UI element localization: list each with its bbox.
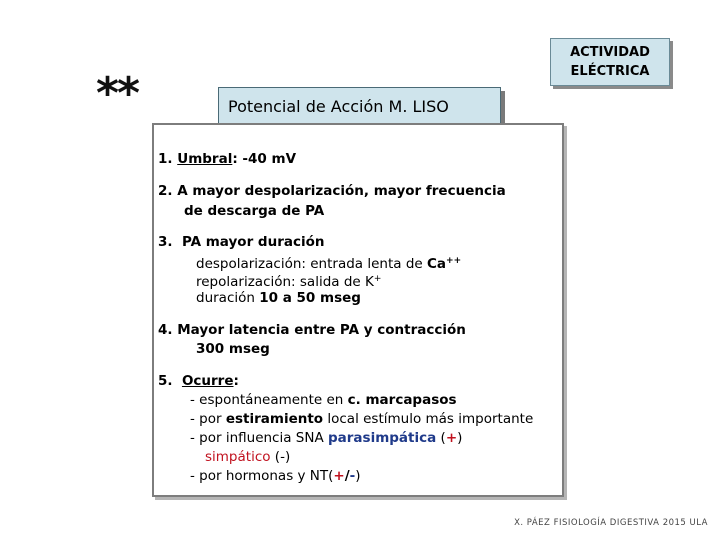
item-1-value: : -40 mV [232, 151, 297, 167]
item-5-plus-sign: + [445, 430, 458, 446]
item-3-depol-text: despolarización: entrada lenta de [196, 256, 427, 272]
item-5-hormones-prefix: - por hormonas y NT( [190, 468, 334, 484]
item-3-duration-text: duración [196, 290, 260, 306]
item-2-line-1 [158, 182, 506, 200]
item-5-line-3 [190, 410, 533, 428]
item-5-stretch-prefix: - por [190, 411, 226, 427]
activity-badge [550, 38, 670, 86]
item-5-heading: Ocurre [181, 373, 234, 389]
item-5-hormones-minus: - [349, 468, 356, 484]
item-5-stretch-rest: local estímulo más importante [323, 411, 534, 427]
item-3-ion-ca: Ca [427, 256, 447, 272]
item-5-sns-prefix: - por influencia SNA [190, 430, 328, 446]
item-3-duration-value: 10 a 50 mseg [259, 290, 361, 306]
item-4-line-1 [158, 321, 466, 339]
item-5-hormones-slash: / [344, 468, 350, 484]
item-5-paren-open: ( [436, 430, 446, 446]
item-5-hormones-plus: + [333, 468, 345, 484]
item-5-number: 5. [158, 373, 173, 389]
item-5-hormones-close: ) [355, 468, 361, 484]
item-5-sympathetic: simpático [205, 449, 271, 465]
item-3-number: 3. [158, 234, 173, 250]
slide-title: Potencial de Acción M. LISO [218, 87, 501, 125]
item-5-stretch: estiramiento [225, 411, 324, 427]
item-4-line-2: 300 mseg [196, 341, 270, 357]
badge-line-1: ACTIVIDAD [570, 45, 650, 60]
item-5-paren-close: ) [457, 430, 463, 446]
item-1 [158, 150, 296, 168]
footer-credit: X. PÁEZ FISIOLOGÍA DIGESTIVA 2015 ULA [514, 518, 708, 528]
item-3-ion-k-charge: + [373, 274, 382, 284]
item-5-line-2 [190, 391, 457, 409]
item-5-pacemaker: c. marcapasos [347, 392, 457, 408]
item-5-line-5 [205, 448, 290, 466]
item-2-text: A mayor despolarización, mayor frecuencia [177, 183, 506, 199]
item-3-heading: PA mayor duración [181, 234, 325, 250]
item-1-number: 1. [158, 151, 173, 167]
item-3-ion-ca-charge: ++ [446, 256, 462, 266]
item-3-line-1 [158, 233, 325, 251]
item-3-line-4 [196, 289, 361, 307]
item-4-text: Mayor latencia entre PA y contracción [177, 322, 466, 338]
item-5-sympathetic-sign: (-) [270, 449, 291, 465]
item-3-repol-text: repolarización: salida de K [196, 274, 374, 290]
badge-line-2: ELÉCTRICA [570, 64, 650, 79]
item-5-line-4 [190, 429, 462, 447]
item-3-line-3 [196, 270, 381, 291]
double-asterisk-mark: ** [96, 68, 139, 119]
item-1-label: Umbral [177, 151, 233, 167]
item-5-line-1 [158, 372, 239, 390]
item-5-heading-colon: : [233, 373, 239, 389]
item-5-line-6 [190, 467, 361, 485]
item-2-number: 2. [158, 183, 173, 199]
item-5-parasympathetic: parasimpática [328, 430, 437, 446]
item-2-line-2: de descarga de PA [184, 203, 325, 219]
item-4-number: 4. [158, 322, 173, 338]
item-5-spont-text: - espontáneamente en [190, 392, 348, 408]
